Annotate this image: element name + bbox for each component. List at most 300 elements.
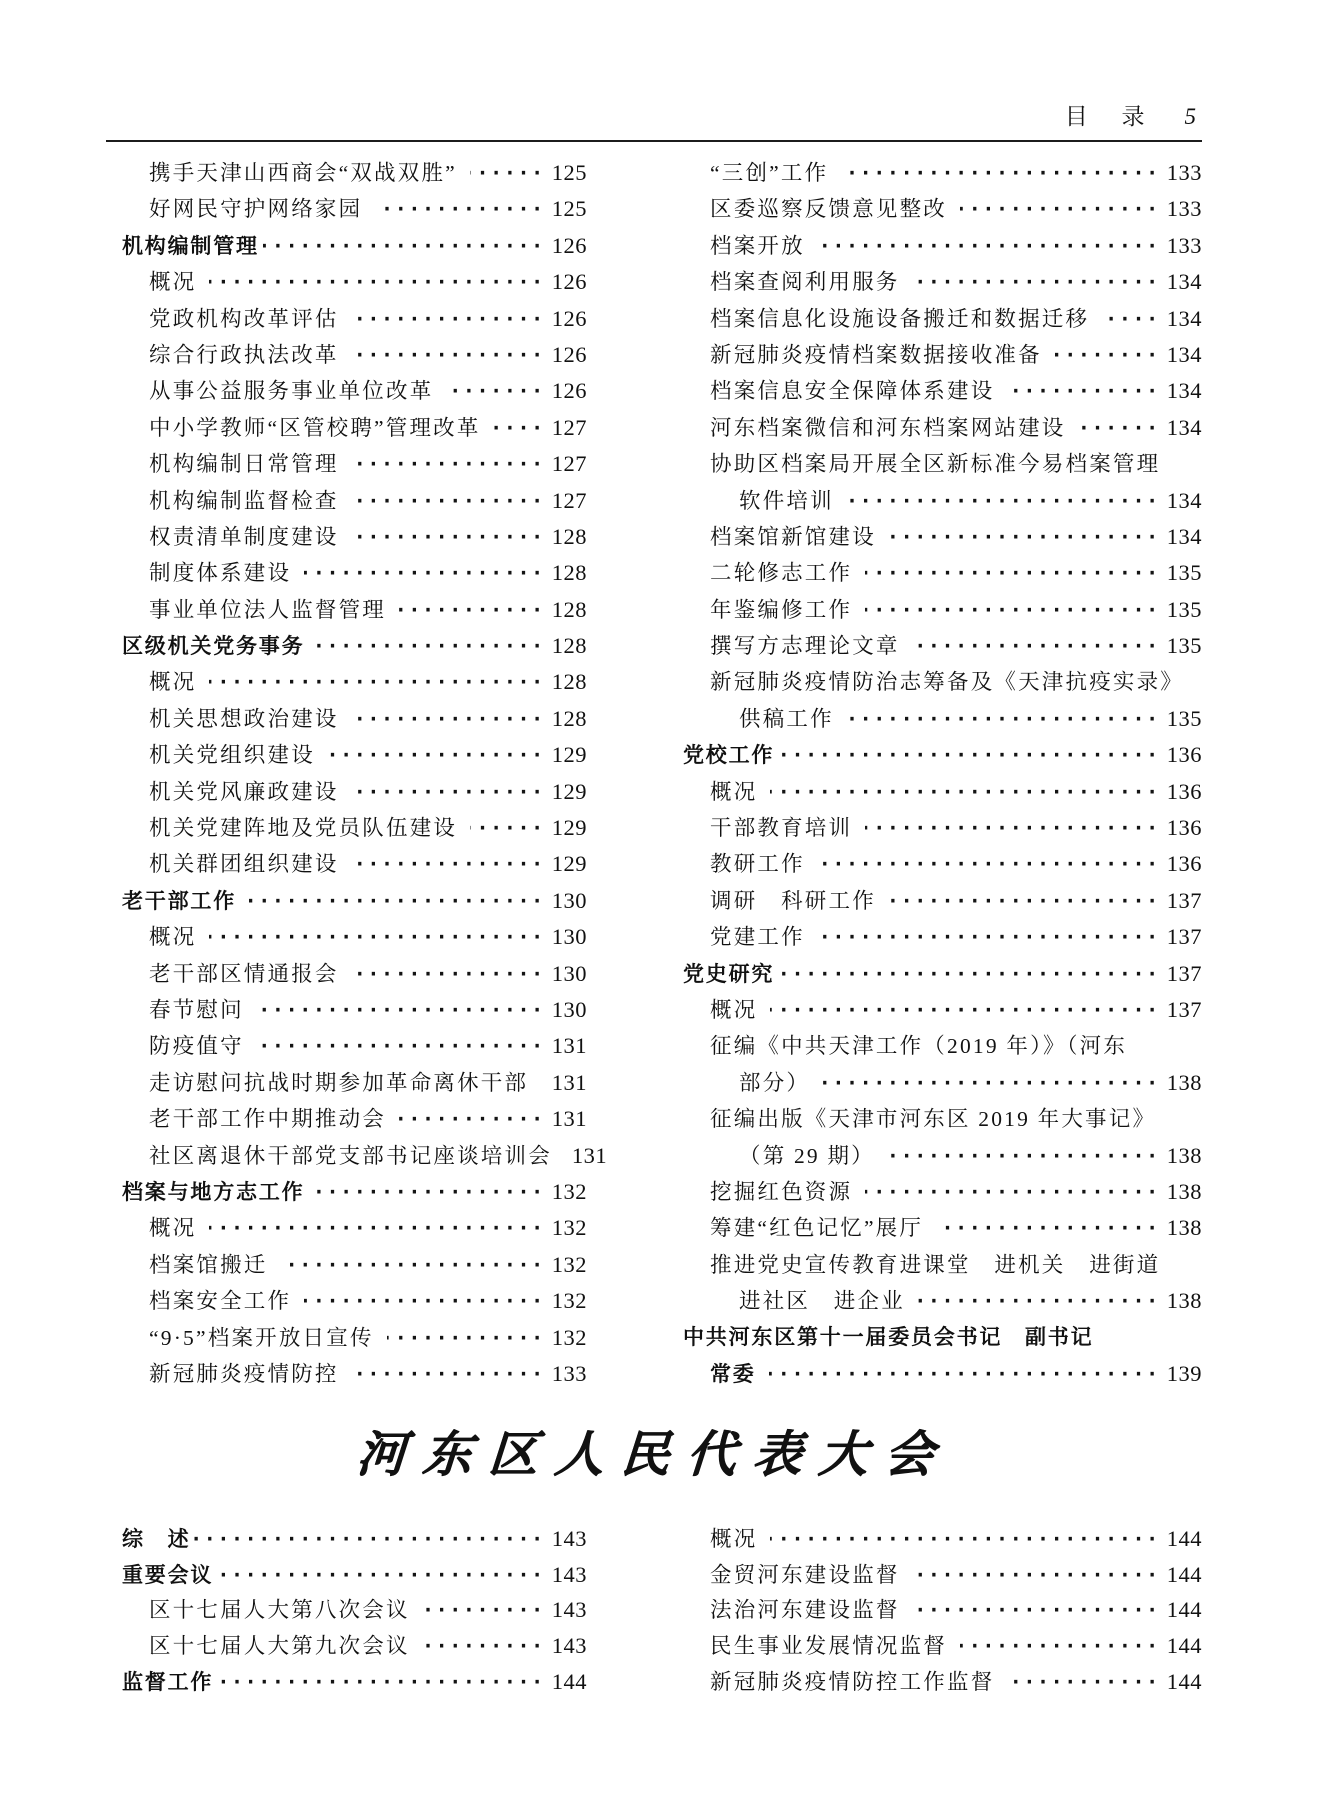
toc-entry-title: 档案与地方志工作 — [122, 1180, 305, 1204]
toc-entry-title: 重要会议 — [122, 1563, 214, 1587]
toc-entry-title: 档案查阅利用服务 — [710, 270, 900, 295]
toc-entry-page-number: 134 — [1166, 523, 1202, 549]
dot-leader — [770, 992, 1159, 1028]
toc-entry — [122, 1174, 587, 1210]
toc-bottom-section — [106, 1521, 1202, 1699]
toc-entry — [683, 1283, 1202, 1319]
toc-entry-title: 概况 — [149, 1216, 197, 1241]
toc-entry-page-number: 131 — [571, 1142, 608, 1168]
toc-entry — [122, 1320, 587, 1356]
toc-entry-page-number: 126 — [551, 305, 587, 331]
toc-entry-title: 制度体系建设 — [149, 561, 292, 586]
running-head — [106, 98, 1202, 131]
toc-entry — [122, 1138, 608, 1174]
toc-entry-page-number: 136 — [1166, 742, 1202, 768]
dot-leader — [913, 1593, 1160, 1629]
dot-leader — [913, 1558, 1160, 1594]
toc-entry — [122, 1101, 587, 1137]
toc-entry — [122, 1628, 587, 1664]
toc-entry — [683, 1356, 1202, 1392]
toc-entry — [683, 410, 1202, 446]
toc-entry-title: 概况 — [710, 997, 758, 1022]
toc-entry-page-number: 144 — [551, 1668, 587, 1694]
toc-entry-page-number: 133 — [1166, 196, 1202, 222]
toc-top-section — [106, 155, 1202, 1392]
toc-entry-title: 老干部区情通报会 — [149, 961, 339, 986]
toc-entry-title: 权责清单制度建设 — [149, 524, 339, 549]
toc-entry-page-number: 129 — [551, 851, 587, 877]
dot-leader — [778, 956, 1160, 992]
dot-leader — [778, 737, 1160, 773]
dot-leader — [960, 1629, 1160, 1665]
toc-entry-title: 好网民守护网络家园 — [149, 197, 363, 222]
toc-entry — [683, 992, 1202, 1028]
toc-entry — [122, 1356, 587, 1392]
toc-entry — [683, 956, 1202, 992]
toc-entry — [683, 592, 1202, 628]
toc-entry — [122, 628, 587, 664]
dot-leader — [387, 1320, 545, 1356]
toc-entry-title: 区委巡察反馈意见整改 — [710, 197, 948, 222]
toc-entry — [683, 1521, 1202, 1557]
toc-entry-title: 干部教育培训 — [710, 816, 853, 841]
toc-entry-page-number: 144 — [1166, 1633, 1202, 1659]
toc-entry-title: 党校工作 — [683, 744, 775, 768]
dot-leader — [194, 1522, 544, 1558]
toc-entry-title: 机构编制管理 — [122, 234, 259, 258]
toc-entry-title: 区十七届人大第八次会议 — [149, 1598, 410, 1623]
toc-entry-page-number: 128 — [551, 596, 587, 622]
toc-entry-page-number: 136 — [1166, 815, 1202, 841]
toc-entry-page-number: 133 — [1166, 232, 1202, 258]
dot-leader — [889, 883, 1160, 919]
toc-entry — [122, 774, 587, 810]
toc-entry — [683, 446, 1202, 482]
toc-entry-title: 综 述 — [122, 1528, 191, 1552]
toc-entry — [122, 483, 587, 519]
toc-entry-title: 机关党建阵地及党员队伍建设 — [149, 816, 458, 841]
toc-entry-page-number: 143 — [551, 1597, 587, 1623]
dot-leader — [257, 1028, 545, 1064]
toc-entry — [122, 155, 587, 191]
toc-entry — [122, 1283, 587, 1319]
toc-entry-page-number: 135 — [1166, 633, 1202, 659]
dot-leader — [281, 1247, 545, 1283]
toc-entry-title: （第 29 期） — [739, 1143, 875, 1168]
toc-entry-title: 新冠肺炎疫情档案数据接收准备 — [710, 342, 1042, 367]
toc-entry-title: 机关群团组织建设 — [149, 852, 339, 877]
dot-leader — [1055, 337, 1160, 373]
toc-entry-page-number: 130 — [551, 960, 587, 986]
toc-entry-title: 携手天津山西商会“双战双胜” — [149, 161, 457, 185]
dot-leader — [423, 1593, 545, 1629]
toc-entry-title: 新冠肺炎疫情防控 — [149, 1361, 339, 1386]
toc-entry — [683, 1138, 1202, 1174]
toc-entry-title: 机构编制日常管理 — [149, 452, 339, 477]
dot-leader — [818, 228, 1160, 264]
toc-entry-page-number: 137 — [1166, 924, 1202, 950]
toc-entry — [122, 883, 587, 919]
dot-leader — [446, 373, 544, 409]
toc-entry-title: 部分） — [739, 1070, 811, 1095]
toc-entry-title: 新冠肺炎疫情防治志筹备及《天津抗疫实录》 — [710, 670, 1185, 695]
toc-entry-title: 常委 — [710, 1362, 756, 1386]
dot-leader — [399, 592, 545, 628]
dot-leader — [304, 1283, 545, 1319]
toc-entry-title: 监督工作 — [122, 1670, 214, 1694]
toc-entry-page-number: 138 — [1166, 1215, 1202, 1241]
dot-leader — [889, 519, 1160, 555]
toc-entry-page-number: 129 — [551, 778, 587, 804]
dot-leader — [257, 992, 545, 1028]
toc-entry — [683, 373, 1202, 409]
dot-leader — [1079, 410, 1160, 446]
toc-entry-page-number: 138 — [1166, 1069, 1202, 1095]
toc-entry — [683, 1664, 1202, 1700]
toc-entry-page-number: 143 — [551, 1561, 587, 1587]
dot-leader — [328, 737, 545, 773]
toc-entry-title: 机关党组织建设 — [149, 743, 315, 768]
toc-entry — [683, 1174, 1202, 1210]
dot-leader — [375, 191, 544, 227]
toc-entry-title: 中小学教师“区管校聘”管理改革 — [149, 415, 481, 440]
toc-entry-page-number: 126 — [551, 269, 587, 295]
toc-entry — [122, 810, 587, 846]
dot-leader — [399, 1101, 545, 1137]
toc-entry-page-number: 128 — [551, 705, 587, 731]
dot-leader — [352, 337, 545, 373]
toc-entry-title: 推进党史宣传教育进课堂 进机关 进街道 — [710, 1252, 1161, 1277]
toc-entry — [683, 264, 1202, 300]
toc-entry — [683, 737, 1202, 773]
toc-entry-page-number: 131 — [551, 1069, 587, 1095]
toc-entry-page-number: 128 — [551, 523, 587, 549]
dot-leader — [308, 1174, 544, 1210]
toc-entry — [683, 1628, 1202, 1664]
toc-entry-title: “9·5”档案开放日宣传 — [149, 1325, 374, 1350]
toc-entry — [122, 737, 587, 773]
dot-leader — [352, 846, 545, 882]
dot-leader — [352, 519, 545, 555]
toc-entry — [122, 992, 587, 1028]
dot-leader — [240, 883, 545, 919]
dot-leader — [823, 1065, 1160, 1101]
toc-entry — [683, 883, 1202, 919]
toc-entry-page-number: 129 — [551, 742, 587, 768]
dot-leader — [918, 1283, 1160, 1319]
dot-leader — [470, 810, 545, 846]
dot-leader — [913, 264, 1160, 300]
dot-leader — [770, 1522, 1159, 1558]
toc-entry-title: 档案安全工作 — [149, 1289, 292, 1314]
toc-entry-title: 防疫值守 — [149, 1034, 244, 1059]
toc-entry-title: 中共河东区第十一届委员会书记 副书记 — [683, 1325, 1094, 1349]
dot-leader — [494, 410, 545, 446]
dot-leader — [847, 701, 1160, 737]
toc-entry — [122, 592, 587, 628]
dot-leader — [217, 1558, 545, 1594]
dot-leader — [865, 555, 1160, 591]
toc-entry-page-number: 128 — [551, 669, 587, 695]
toc-entry — [683, 483, 1202, 519]
dot-leader — [352, 1356, 545, 1392]
toc-entry — [122, 1028, 587, 1064]
toc-entry-title: 区十七届人大第九次会议 — [149, 1634, 410, 1659]
toc-entry-page-number: 130 — [551, 924, 587, 950]
toc-entry — [122, 1557, 587, 1593]
toc-entry-page-number: 132 — [551, 1288, 587, 1314]
toc-top-right-column — [683, 155, 1202, 1392]
toc-entry — [683, 555, 1202, 591]
toc-entry-title: 概况 — [149, 670, 197, 695]
toc-entry-title: 民生事业发展情况监督 — [710, 1634, 948, 1659]
toc-entry-page-number: 127 — [551, 487, 587, 513]
dot-leader — [352, 774, 545, 810]
toc-entry — [122, 1664, 587, 1700]
dot-leader — [423, 1629, 545, 1665]
dot-leader — [304, 555, 545, 591]
toc-entry — [122, 191, 587, 227]
toc-entry — [683, 664, 1202, 700]
toc-entry — [122, 956, 587, 992]
toc-entry-page-number: 126 — [551, 378, 587, 404]
toc-entry-title: 调研 科研工作 — [710, 888, 876, 913]
toc-entry — [683, 1210, 1202, 1246]
toc-entry-page-number: 138 — [1166, 1142, 1202, 1168]
toc-entry — [683, 846, 1202, 882]
dot-leader — [865, 810, 1160, 846]
toc-entry — [683, 628, 1202, 664]
toc-entry-page-number: 139 — [1166, 1360, 1202, 1386]
toc-entry-title: 档案馆新馆建设 — [710, 524, 876, 549]
dot-leader — [352, 301, 545, 337]
toc-entry-title: 概况 — [710, 1527, 758, 1552]
toc-entry — [122, 519, 587, 555]
toc-entry-title: 软件培训 — [739, 488, 834, 513]
toc-entry-page-number: 135 — [1166, 560, 1202, 586]
dot-leader — [770, 774, 1159, 810]
toc-entry-title: 供稿工作 — [739, 706, 834, 731]
dot-leader — [209, 664, 544, 700]
toc-entry-title: 概况 — [149, 270, 197, 295]
toc-entry-title: 概况 — [149, 925, 197, 950]
toc-entry-page-number: 134 — [1166, 305, 1202, 331]
toc-entry-page-number: 137 — [1166, 960, 1202, 986]
toc-entry — [122, 301, 587, 337]
toc-entry-title: 机关党风廉政建设 — [149, 779, 339, 804]
toc-entry-page-number: 132 — [551, 1215, 587, 1241]
dot-leader — [352, 483, 545, 519]
toc-entry-title: 党建工作 — [710, 925, 805, 950]
toc-entry — [683, 1247, 1202, 1283]
toc-entry-title: 新冠肺炎疫情防控工作监督 — [710, 1669, 995, 1694]
toc-entry-page-number: 132 — [551, 1251, 587, 1277]
toc-entry — [683, 155, 1202, 191]
toc-entry-page-number: 128 — [551, 560, 587, 586]
toc-entry-title: 教研工作 — [710, 852, 805, 877]
toc-entry-title: 事业单位法人监督管理 — [149, 597, 387, 622]
toc-entry-page-number: 126 — [551, 232, 587, 258]
toc-entry-title: 档案开放 — [710, 233, 805, 258]
toc-top-left-column — [122, 155, 608, 1392]
toc-entry-page-number: 143 — [551, 1526, 587, 1552]
toc-entry — [122, 1592, 587, 1628]
toc-entry-page-number: 135 — [1166, 596, 1202, 622]
toc-entry — [683, 337, 1202, 373]
toc-entry — [122, 373, 587, 409]
toc-entry — [683, 1320, 1202, 1356]
toc-entry-page-number: 138 — [1166, 1178, 1202, 1204]
toc-bottom-right-column — [683, 1521, 1202, 1699]
dot-leader — [352, 701, 545, 737]
toc-entry-title: 党政机构改革评估 — [149, 306, 339, 331]
toc-entry-title: 从事公益服务事业单位改革 — [149, 379, 434, 404]
toc-entry-title: 机关思想政治建设 — [149, 706, 339, 731]
toc-entry-title: 撰写方志理论文章 — [710, 634, 900, 659]
toc-entry — [683, 774, 1202, 810]
toc-entry-title: 综合行政执法改革 — [149, 342, 339, 367]
dot-leader — [470, 155, 545, 191]
running-head-title: 目 录 — [1064, 104, 1159, 129]
toc-entry-title: 档案信息化设施设备搬迁和数据迁移 — [710, 306, 1090, 331]
toc-entry — [122, 1065, 587, 1101]
toc-entry — [122, 664, 587, 700]
toc-entry — [683, 810, 1202, 846]
toc-entry-title: 进社区 进企业 — [739, 1289, 905, 1314]
dot-leader — [209, 919, 544, 955]
toc-entry — [122, 410, 587, 446]
toc-entry — [122, 1210, 587, 1246]
toc-entry — [122, 446, 587, 482]
toc-entry-title: 征编出版《天津市河东区 2019 年大事记》 — [710, 1107, 1157, 1132]
toc-entry — [122, 701, 587, 737]
toc-entry-title: 老干部工作中期推动会 — [149, 1107, 387, 1132]
toc-entry — [683, 228, 1202, 264]
dot-leader — [841, 155, 1159, 191]
toc-entry-title: 区级机关党务事务 — [122, 635, 305, 659]
dot-leader — [209, 264, 544, 300]
toc-entry-page-number: 126 — [551, 341, 587, 367]
toc-entry — [683, 301, 1202, 337]
toc-entry-page-number: 130 — [551, 887, 587, 913]
toc-entry-page-number: 131 — [551, 1033, 587, 1059]
dot-leader — [888, 1138, 1160, 1174]
toc-entry — [683, 519, 1202, 555]
toc-entry-title: “三创”工作 — [710, 161, 829, 185]
toc-entry-title: 筹建“红色记忆”展厅 — [710, 1216, 924, 1241]
toc-entry-page-number: 131 — [551, 1106, 587, 1132]
dot-leader — [818, 846, 1160, 882]
dot-leader — [865, 592, 1160, 628]
toc-entry-title: 档案馆搬迁 — [149, 1252, 268, 1277]
toc-entry — [122, 555, 587, 591]
toc-entry-page-number: 143 — [551, 1633, 587, 1659]
toc-entry — [122, 919, 587, 955]
toc-entry-page-number: 132 — [551, 1324, 587, 1350]
toc-entry — [122, 337, 587, 373]
dot-leader — [1007, 1665, 1159, 1701]
dot-leader — [308, 628, 544, 664]
toc-entry-page-number: 134 — [1166, 269, 1202, 295]
toc-entry-title: 党史研究 — [683, 962, 775, 986]
toc-entry — [122, 264, 587, 300]
toc-entry-page-number: 125 — [551, 160, 587, 185]
toc-entry-title: 法治河东建设监督 — [710, 1598, 900, 1623]
toc-entry-page-number: 135 — [1166, 705, 1202, 731]
toc-entry-page-number: 137 — [1166, 996, 1202, 1022]
toc-entry — [122, 846, 587, 882]
running-head-page-number: 5 — [1184, 104, 1196, 129]
toc-entry — [683, 1557, 1202, 1593]
toc-entry-page-number: 144 — [1166, 1597, 1202, 1623]
toc-entry-page-number: 133 — [551, 1360, 587, 1386]
toc-entry-title: 社区离退休干部党支部书记座谈培训会 — [149, 1143, 552, 1168]
dot-leader — [936, 1210, 1160, 1246]
toc-entry-page-number: 130 — [551, 996, 587, 1022]
toc-entry-title: 征编《中共天津工作（2019 年）》（河东 — [710, 1034, 1128, 1059]
toc-entry-title: 春节慰问 — [149, 997, 244, 1022]
toc-entry-page-number: 132 — [551, 1178, 587, 1204]
dot-leader — [818, 919, 1160, 955]
toc-entry-title: 金贸河东建设监督 — [710, 1562, 900, 1587]
toc-entry-page-number: 134 — [1166, 341, 1202, 367]
toc-entry — [683, 919, 1202, 955]
dot-leader — [865, 1174, 1160, 1210]
toc-entry-title: 概况 — [710, 779, 758, 804]
toc-entry-page-number: 136 — [1166, 851, 1202, 877]
dot-leader — [913, 628, 1160, 664]
dot-leader — [960, 191, 1160, 227]
toc-entry-title: 二轮修志工作 — [710, 561, 853, 586]
dot-leader — [217, 1665, 545, 1701]
toc-entry — [122, 1247, 587, 1283]
dot-leader — [352, 956, 545, 992]
toc-entry-page-number: 138 — [1166, 1288, 1202, 1314]
toc-entry — [683, 1101, 1202, 1137]
toc-entry-title: 老干部工作 — [122, 889, 236, 913]
toc-entry-title: 机构编制监督检查 — [149, 488, 339, 513]
toc-entry-page-number: 144 — [1166, 1561, 1202, 1587]
toc-entry-page-number: 136 — [1166, 778, 1202, 804]
dot-leader — [209, 1210, 544, 1246]
toc-entry-title: 挖掘红色资源 — [710, 1179, 853, 1204]
part-title: 河东区人民代表大会 — [354, 1425, 953, 1484]
dot-leader — [1007, 373, 1159, 409]
toc-entry-title: 协助区档案局开展全区新标准今易档案管理 — [710, 452, 1161, 477]
toc-entry-title: 年鉴编修工作 — [710, 597, 853, 622]
toc-entry-page-number: 134 — [1166, 487, 1202, 513]
toc-entry-page-number: 144 — [1166, 1668, 1202, 1694]
toc-entry — [683, 1028, 1202, 1064]
toc-entry-title: 走访慰问抗战时期参加革命离休干部 — [149, 1070, 529, 1095]
header-rule — [106, 140, 1202, 142]
dot-leader — [352, 446, 545, 482]
toc-entry — [683, 191, 1202, 227]
toc-entry-page-number: 129 — [551, 815, 587, 841]
toc-entry-page-number: 144 — [1166, 1526, 1202, 1552]
toc-entry-page-number: 133 — [1166, 160, 1202, 185]
toc-entry — [683, 1592, 1202, 1628]
toc-entry-title: 档案信息安全保障体系建设 — [710, 379, 995, 404]
dot-leader — [263, 228, 545, 264]
toc-bottom-left-column — [122, 1521, 587, 1699]
toc-entry-page-number: 125 — [551, 196, 587, 222]
toc-entry-page-number: 134 — [1166, 414, 1202, 440]
dot-leader — [1102, 301, 1160, 337]
toc-entry — [683, 1065, 1202, 1101]
toc-entry — [122, 1521, 587, 1557]
toc-entry-page-number: 127 — [551, 414, 587, 440]
